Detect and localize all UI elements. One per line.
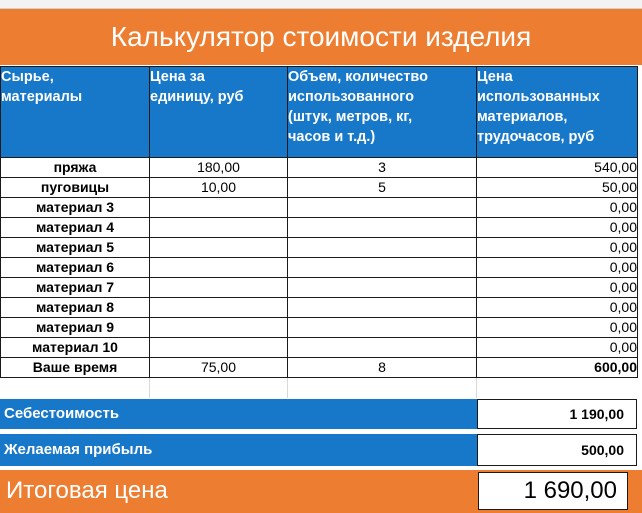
table-row: [1, 338, 638, 358]
material-name-cell[interactable]: Ваше время: [1, 358, 150, 378]
quantity-cell[interactable]: 8: [288, 358, 477, 378]
row-total-cell[interactable]: 600,00: [477, 358, 638, 378]
header-total: Цена использованных материалов, трудочасов, руб: [477, 67, 638, 158]
quantity-cell[interactable]: 3: [288, 158, 477, 178]
material-name-cell[interactable]: материал 10: [1, 338, 150, 358]
table-row: [1, 218, 638, 238]
material-name-cell[interactable]: материал 5: [1, 238, 150, 258]
unit-price-cell[interactable]: [150, 258, 288, 278]
material-name-cell[interactable]: пряжа: [1, 158, 150, 178]
profit-label: Желаемая прибыль: [0, 434, 477, 466]
material-name-cell[interactable]: материал 4: [1, 218, 150, 238]
unit-price-cell[interactable]: [150, 198, 288, 218]
header-materials: Сырье, материалы: [1, 67, 150, 158]
unit-price-cell[interactable]: [150, 278, 288, 298]
table-row: [1, 278, 638, 298]
table-row: [1, 198, 638, 218]
quantity-cell[interactable]: [288, 258, 477, 278]
row-total-cell[interactable]: 0,00: [477, 318, 638, 338]
gridline: [149, 378, 150, 398]
spreadsheet-top-strip: [0, 0, 642, 9]
header-unit-price: Цена за единицу, руб: [150, 67, 288, 158]
material-name-cell[interactable]: материал 8: [1, 298, 150, 318]
unit-price-cell[interactable]: [150, 238, 288, 258]
cost-table: [0, 66, 638, 378]
final-price-label: Итоговая цена: [6, 477, 168, 504]
unit-price-cell[interactable]: [150, 338, 288, 358]
profit-value-cell[interactable]: 500,00: [477, 434, 637, 466]
row-total-cell[interactable]: 0,00: [477, 238, 638, 258]
cost-value-cell[interactable]: 1 190,00: [477, 399, 637, 429]
cost-label: Себестоимость: [0, 399, 477, 429]
quantity-cell[interactable]: [288, 318, 477, 338]
table-row: [1, 318, 638, 338]
row-total-cell[interactable]: 0,00: [477, 258, 638, 278]
material-name-cell[interactable]: материал 3: [1, 198, 150, 218]
row-total-cell[interactable]: 0,00: [477, 198, 638, 218]
gridline: [476, 378, 477, 398]
quantity-cell[interactable]: 5: [288, 178, 477, 198]
table-row: [1, 358, 638, 378]
material-name-cell[interactable]: материал 9: [1, 318, 150, 338]
quantity-cell[interactable]: [288, 278, 477, 298]
table-row: [1, 158, 638, 178]
quantity-cell[interactable]: [288, 298, 477, 318]
material-name-cell[interactable]: материал 7: [1, 278, 150, 298]
unit-price-cell[interactable]: [150, 318, 288, 338]
table-row: [1, 178, 638, 198]
table-header-row: [1, 67, 638, 158]
unit-price-cell[interactable]: 180,00: [150, 158, 288, 178]
table-row: [1, 258, 638, 278]
calculator-title: Калькулятор стоимости изделия: [0, 9, 642, 65]
row-total-cell[interactable]: 0,00: [477, 298, 638, 318]
row-total-cell[interactable]: 0,00: [477, 278, 638, 298]
table-row: [1, 298, 638, 318]
header-quantity: Объем, количество использованного (штук, метров, кг, часов и т.д.): [288, 67, 477, 158]
unit-price-cell[interactable]: 75,00: [150, 358, 288, 378]
unit-price-cell[interactable]: 10,00: [150, 178, 288, 198]
row-total-cell[interactable]: 540,00: [477, 158, 638, 178]
gridline: [287, 378, 288, 398]
quantity-cell[interactable]: [288, 238, 477, 258]
unit-price-cell[interactable]: [150, 298, 288, 318]
unit-price-cell[interactable]: [150, 218, 288, 238]
material-name-cell[interactable]: материал 6: [1, 258, 150, 278]
row-total-cell[interactable]: 50,00: [477, 178, 638, 198]
final-price-value-cell[interactable]: 1 690,00: [478, 472, 628, 510]
row-total-cell[interactable]: 0,00: [477, 218, 638, 238]
material-name-cell[interactable]: пуговицы: [1, 178, 150, 198]
quantity-cell[interactable]: [288, 338, 477, 358]
quantity-cell[interactable]: [288, 198, 477, 218]
table-row: [1, 238, 638, 258]
row-total-cell[interactable]: 0,00: [477, 338, 638, 358]
quantity-cell[interactable]: [288, 218, 477, 238]
